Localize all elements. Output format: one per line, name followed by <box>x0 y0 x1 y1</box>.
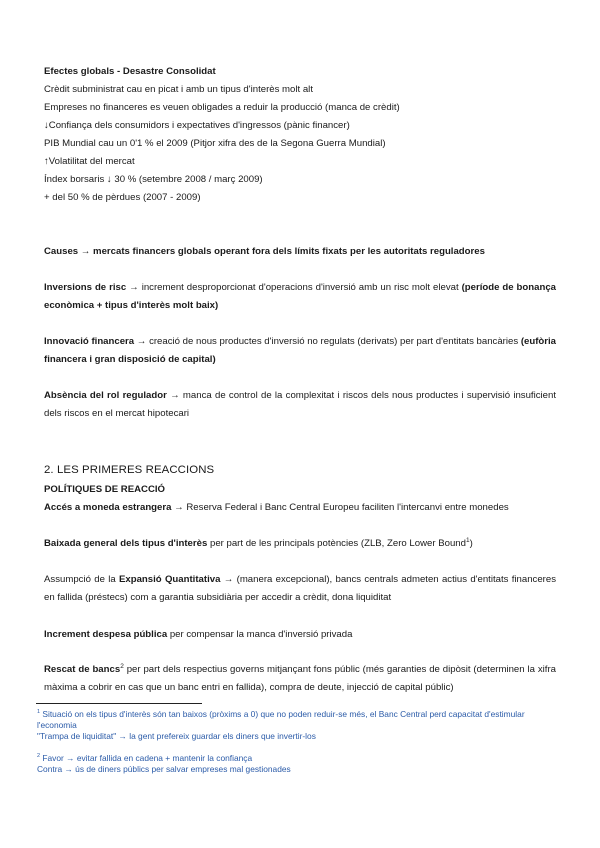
policy-despesa-publica <box>44 629 352 641</box>
cause-text: → increment desproporcionat d'operacions d'inversió amb un risc molt elevat <box>126 282 462 293</box>
policy-term: Baixada general dels tipus d'interès <box>44 538 208 549</box>
footnote-text: Favor → evitar fallida en cadena + mantenir la confiança <box>40 753 253 763</box>
efectes-line: ↓Confiança dels consumidors i expectatives d'ingressos (pànic financer) <box>44 120 350 131</box>
policy-baixada-tipus <box>44 538 473 550</box>
causes-title: Causes → mercats financers globals operant fora dels límits fixats per les autoritats reguladores <box>44 246 485 257</box>
efectes-line: PIB Mundial cau un 0'1 % el 2009 (Pitjor xifra des de la Segona Guerra Mundial) <box>44 138 386 149</box>
footnote-ref-2[interactable]: 2 <box>120 662 124 670</box>
policy-term: Expansió Quantitativa <box>119 574 221 585</box>
footnote-number: 1 <box>37 709 41 716</box>
policy-term: Accés a moneda estrangera <box>44 502 172 513</box>
footnote-1[interactable] <box>37 709 567 720</box>
policy-text: → (manera excepcional), bancs centrals admeten actius d'entitats financeres en fallida (préstecs) com a garantia subsidiària per accedir a crèdit, dona liquiditat <box>44 574 556 603</box>
footnote-2[interactable] <box>37 753 567 764</box>
footnote-separator <box>36 703 202 704</box>
cause-term: Innovació financera <box>44 336 135 347</box>
cause-term: Inversions de risc <box>44 282 127 293</box>
footnote-number: 2 <box>37 753 41 760</box>
cause-bold-tail: (període de bonança econòmica + tipus d'interès molt baix) <box>44 282 556 311</box>
policy-rescat-bancs <box>44 661 556 697</box>
cause-text: → manca de control de la complexitat i riscos dels nous productes i supervisió insuficient dels riscos en el mercat hipotecari <box>44 390 556 419</box>
policy-term: Rescat de bancs <box>44 664 121 675</box>
policy-text: per part dels respectius governs mitjançant fons públic (més garanties de dipòsit (determinen la xifra màxima a cobrir en cas que un banc entri en fallida), compra de deute, injecció de capital públic) <box>44 664 556 693</box>
footnote-ref-1[interactable]: 1 <box>465 536 470 544</box>
footnote-1-liquidity-trap: "Trampa de liquiditat" → la gent prefereix guardar els diners que invertir-los <box>37 731 316 741</box>
footnote-1-continued: l'economia <box>37 720 77 730</box>
policy-text: per compensar la manca d'inversió privada <box>167 629 353 640</box>
efectes-line: Empreses no financeres es veuen obligades a reduir la producció (manca de crèdit) <box>44 102 400 113</box>
cause-inversions-de-risc <box>44 279 556 315</box>
section-subheading: POLÍTIQUES DE REACCIÓ <box>44 484 165 495</box>
efectes-line: ↑Volatilitat del mercat <box>44 156 135 167</box>
efectes-line: Índex borsaris ↓ 30 % (setembre 2008 / març 2009) <box>44 174 263 185</box>
policy-text: per part de les principals potències (ZLB, Zero Lower Bound <box>207 538 466 549</box>
policy-pre: Assumpció de la <box>44 574 119 585</box>
policy-moneda-estrangera <box>44 502 509 514</box>
efectes-line: Crèdit subministrat cau en picat i amb un tipus d'interès molt alt <box>44 84 313 95</box>
policy-text: → Reserva Federal i Banc Central Europeu faciliten l'intercanvi entre monedes <box>171 502 509 513</box>
cause-text: → creació de nous productes d'inversió no regulats (derivats) per part d'entitats bancàries <box>134 336 521 347</box>
policy-text-end: ) <box>469 538 473 549</box>
footnote-2-contra: Contra → ús de diners públics per salvar empreses mal gestionades <box>37 764 291 774</box>
policy-term: Increment despesa pública <box>44 629 168 640</box>
cause-bold-tail: (eufòria financera i gran disposició de capital) <box>44 336 557 365</box>
policy-expansio-quantitativa <box>44 571 556 607</box>
section-heading: 2. LES PRIMERES REACCIONS <box>44 464 215 476</box>
footnote-text: Situació on els tipus d'interès són tan baixos (pròxims a 0) que no poden reduir-se més, el Banc Central perd capacitat d'estimular <box>40 709 525 719</box>
cause-term: Absència del rol regulador <box>44 390 167 401</box>
cause-absencia-rol-regulador <box>44 387 556 423</box>
efectes-title: Efectes globals - Desastre Consolidat <box>44 66 216 77</box>
efectes-line: + del 50 % de pèrdues (2007 - 2009) <box>44 192 201 203</box>
cause-innovacio-financera <box>44 333 556 369</box>
